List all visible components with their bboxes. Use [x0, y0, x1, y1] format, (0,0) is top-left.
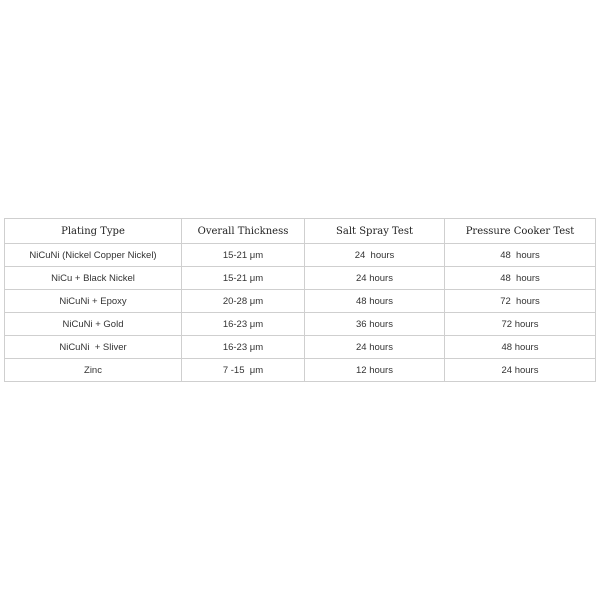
cell-salt-spray-test: 24 hours: [305, 336, 445, 359]
cell-salt-spray-test: 12 hours: [305, 359, 445, 382]
cell-overall-thickness: 7 -15 μm: [182, 359, 305, 382]
header-plating-type: Plating Type: [5, 219, 182, 244]
cell-plating-type: NiCuNi (Nickel Copper Nickel): [5, 244, 182, 267]
plating-spec-table: [4, 218, 596, 382]
cell-overall-thickness: 15-21 μm: [182, 244, 305, 267]
cell-pressure-cooker-test: 24 hours: [445, 359, 596, 382]
cell-pressure-cooker-test: 72 hours: [445, 290, 596, 313]
cell-pressure-cooker-test: 72 hours: [445, 313, 596, 336]
cell-salt-spray-test: 36 hours: [305, 313, 445, 336]
cell-pressure-cooker-test: 48 hours: [445, 244, 596, 267]
cell-overall-thickness: 20-28 μm: [182, 290, 305, 313]
cell-salt-spray-test: 48 hours: [305, 290, 445, 313]
table-header-row: [5, 219, 596, 244]
cell-plating-type: NiCuNi + Sliver: [5, 336, 182, 359]
header-overall-thickness: Overall Thickness: [182, 219, 305, 244]
table-row: [5, 290, 596, 313]
cell-pressure-cooker-test: 48 hours: [445, 267, 596, 290]
table-row: [5, 336, 596, 359]
cell-plating-type: NiCuNi + Gold: [5, 313, 182, 336]
cell-plating-type: NiCuNi + Epoxy: [5, 290, 182, 313]
cell-plating-type: Zinc: [5, 359, 182, 382]
cell-overall-thickness: 16-23 μm: [182, 336, 305, 359]
cell-overall-thickness: 15-21 μm: [182, 267, 305, 290]
header-salt-spray-test: Salt Spray Test: [305, 219, 445, 244]
cell-salt-spray-test: 24 hours: [305, 267, 445, 290]
cell-salt-spray-test: 24 hours: [305, 244, 445, 267]
cell-plating-type: NiCu + Black Nickel: [5, 267, 182, 290]
table-row: [5, 359, 596, 382]
table-row: [5, 244, 596, 267]
cell-pressure-cooker-test: 48 hours: [445, 336, 596, 359]
header-pressure-cooker-test: Pressure Cooker Test: [445, 219, 596, 244]
cell-overall-thickness: 16-23 μm: [182, 313, 305, 336]
table-row: [5, 313, 596, 336]
table-row: [5, 267, 596, 290]
